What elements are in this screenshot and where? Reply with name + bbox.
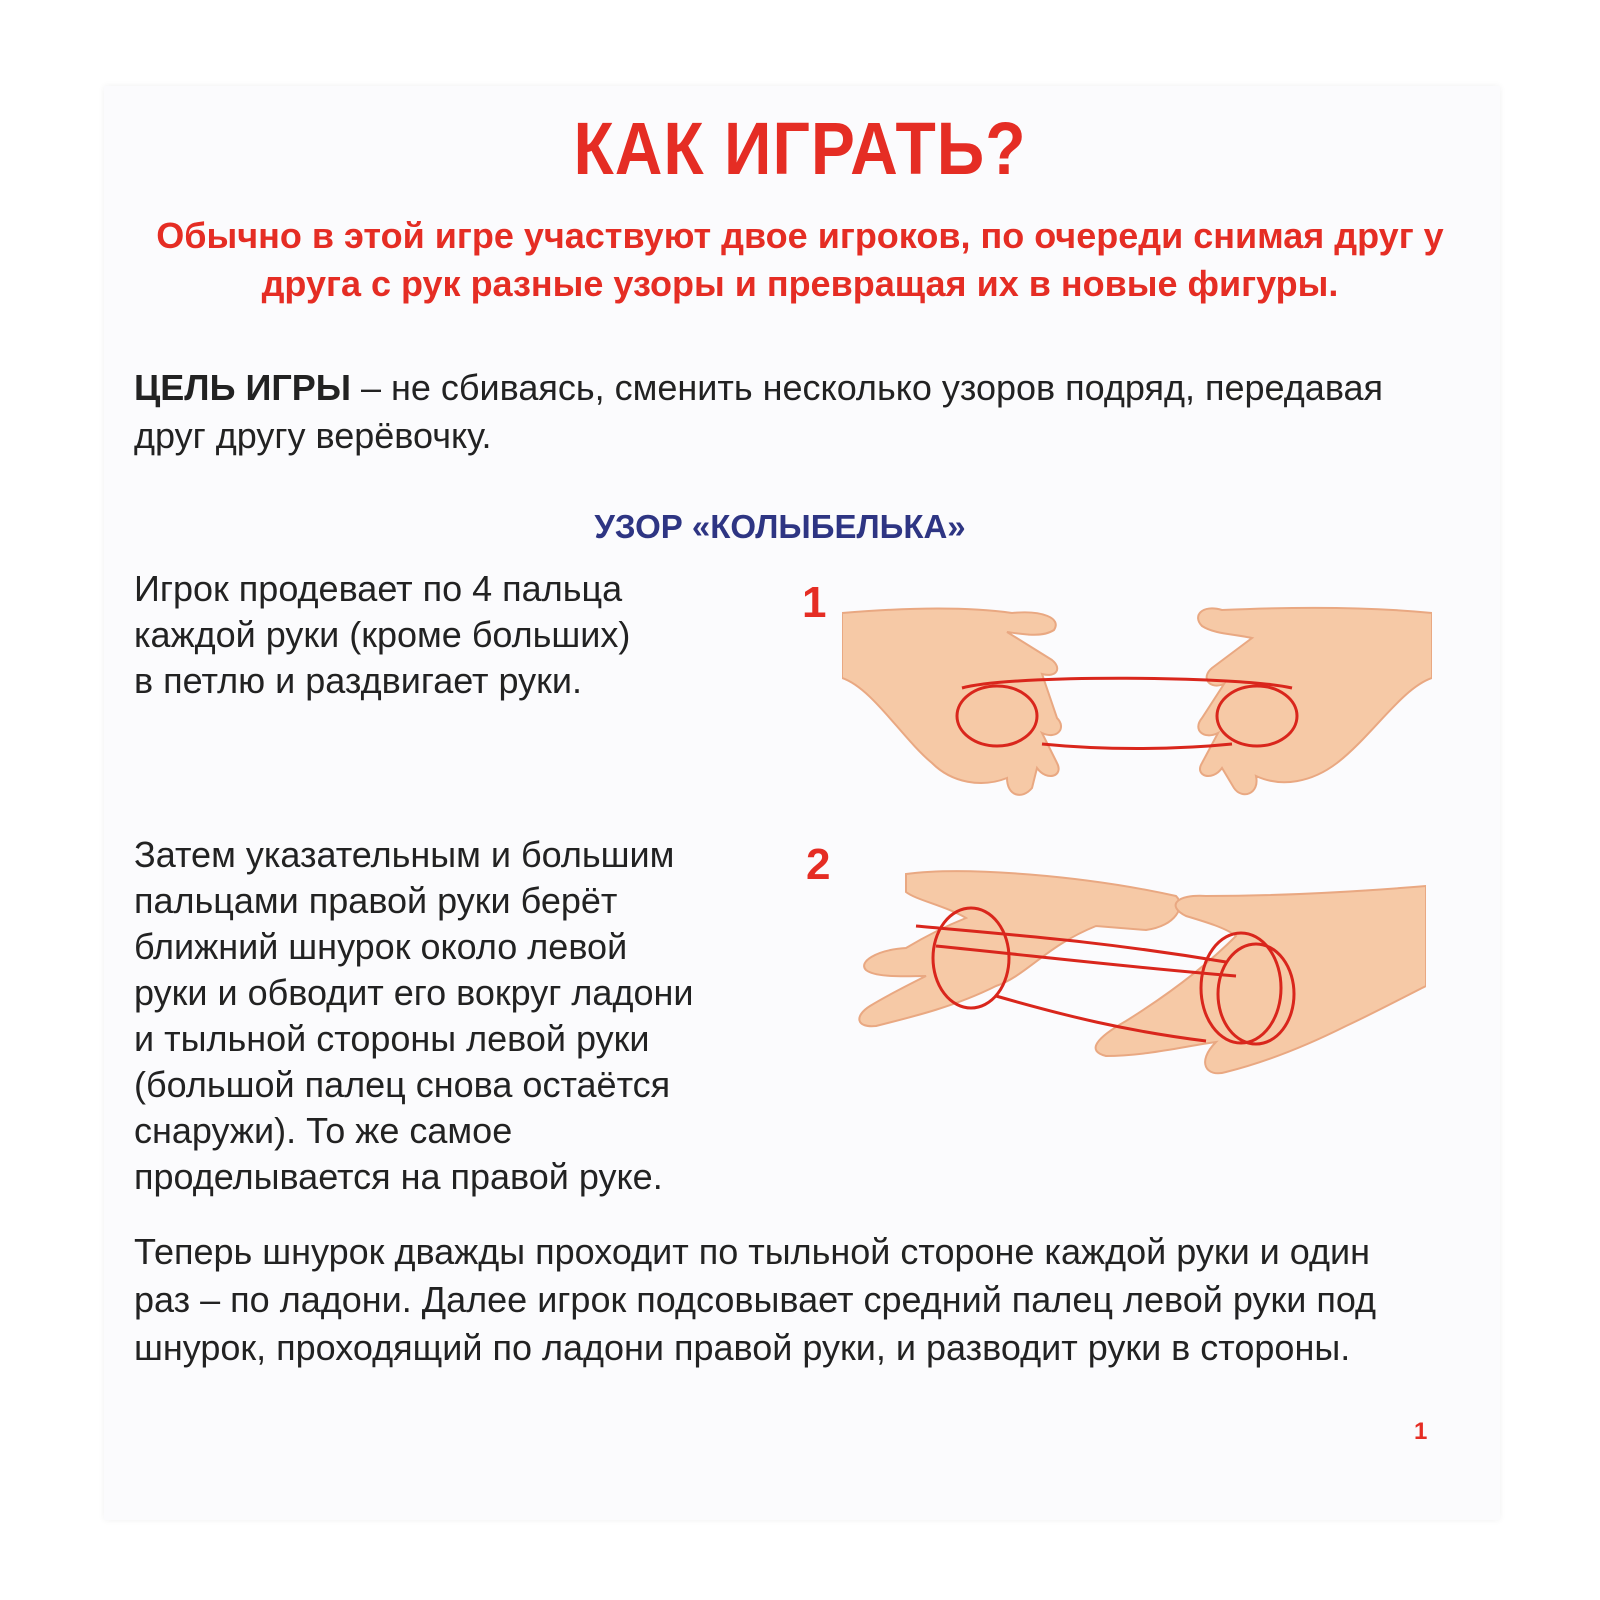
hands-loop-icon <box>842 568 1432 808</box>
hands-wrap-icon <box>846 866 1426 1096</box>
step-1-text: Игрок продевает по 4 пальца каждой руки (кроме больших) в петлю и раздвигает руки. <box>134 568 631 701</box>
step-2-number: 2 <box>806 840 831 889</box>
page-title: КАК ИГРАТЬ? <box>573 106 1027 190</box>
game-goal <box>134 364 1434 460</box>
step-2-text: Затем указательным и большим пальцами правой руки берёт ближний шнурок около левой руки и обводит его вокруг ладони и тыльной стороны левой руки (большой палец снова остаётся снаружи). То же самое проделывается на правой руке. <box>134 834 694 1197</box>
pattern-title: УЗОР «КОЛЫБЕЛЬКА» <box>594 508 966 545</box>
goal-label: ЦЕЛЬ ИГРЫ <box>134 367 351 408</box>
step-1-number: 1 <box>802 578 827 627</box>
final-text: Теперь шнурок дважды проходит по тыльной стороне каждой руки и один раз – по ладони. Далее игрок подсовывает средний палец левой руки под шнурок, проходящий по ладони правой руки, и разводит руки в стороны. <box>134 1231 1377 1368</box>
goal-text: – не сбиваясь, сменить несколько узоров подряд, передавая друг другу верёвочку. <box>134 367 1384 456</box>
intro-text: Обычно в этой игре участвуют двое игроков, по очереди снимая друг у друга с рук разные узоры и превращая их в новые фигуры. <box>156 215 1444 304</box>
page-number: 1 <box>1414 1418 1428 1445</box>
